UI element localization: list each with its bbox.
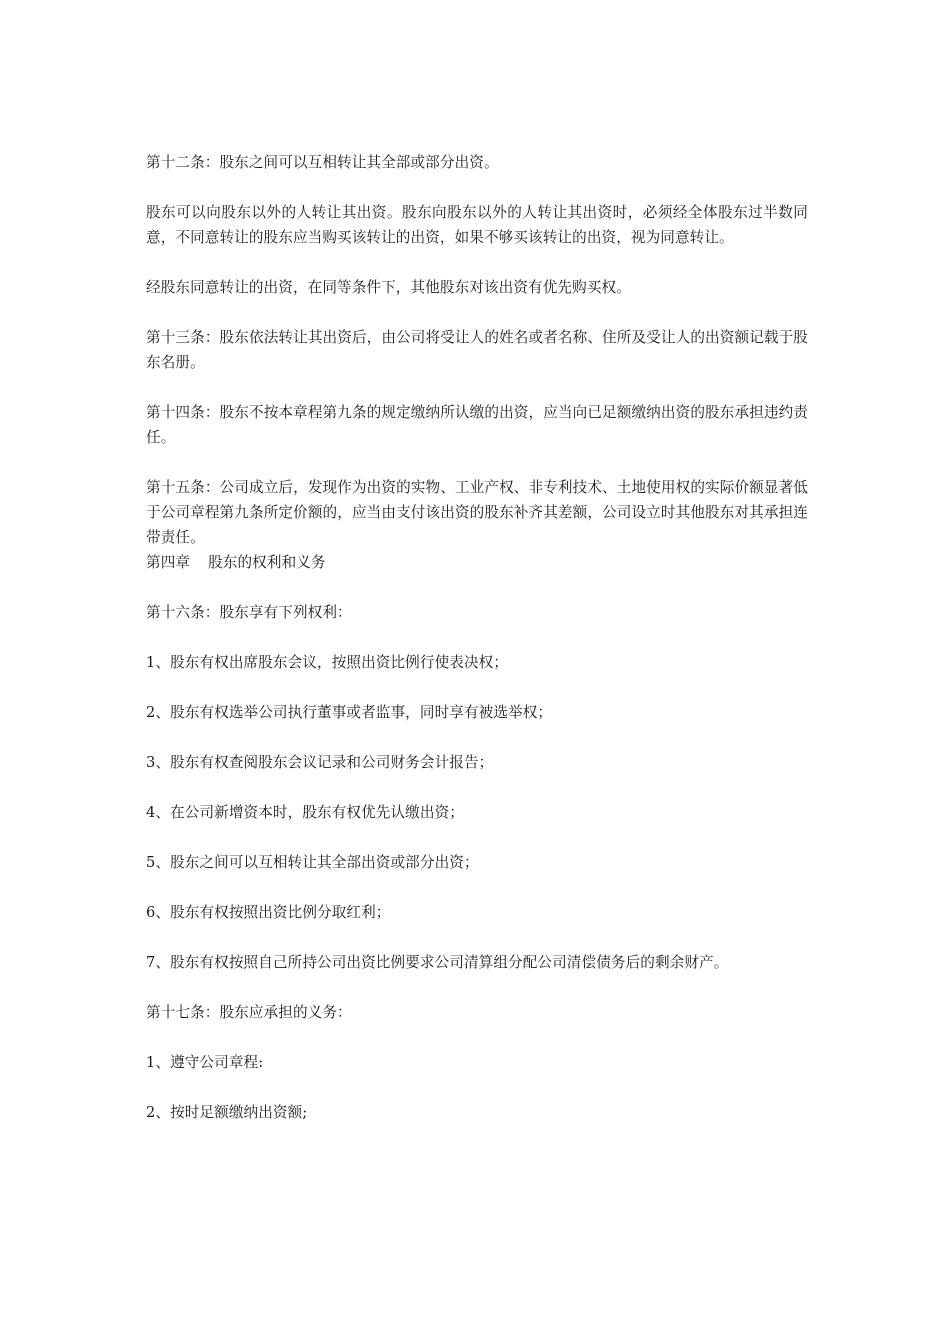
article-12-paragraph-1: 股东可以向股东以外的人转让其出资。股东向股东以外的人转让其出资时，必须经全体股东过半数同意，不同意转让的股东应当购买该转让的出资，如果不够买该转让的出资，视为同意转让。	[146, 204, 808, 246]
article-13-text: 第十三条：股东依法转让其出资后，由公司将受让人的姓名或者名称、住所及受让人的出资额记载于股东名册。	[146, 329, 808, 371]
chapter-number: 第四章	[146, 554, 191, 571]
article-12-paragraph-2: 经股东同意转让的出资，在同等条件下，其他股东对该出资有优先购买权。	[146, 279, 631, 296]
list-item: 3、股东有权查阅股东会议记录和公司财务会计报告；	[146, 754, 494, 771]
list-item: 5、股东之间可以互相转让其全部出资或部分出资；	[146, 854, 479, 871]
list-item: 7、股东有权按照自己所持公司出资比例要求公司清算组分配公司清偿债务后的剩余财产。	[146, 954, 729, 971]
article-16-heading: 第十六条：股东享有下列权利：	[146, 604, 352, 621]
chapter-name: 股东的权利和义务	[208, 554, 326, 571]
article-15-text: 第十五条：公司成立后，发现作为出资的实物、工业产权、非专利技术、土地使用权的实际价额显著低于公司章程第九条所定价额的，应当由支付该出资的股东补齐其差额，公司设立时其他股东对其承担连带责任。	[146, 479, 808, 546]
chapter-4-title	[146, 550, 808, 575]
article-12-heading: 第十二条：股东之间可以互相转让其全部或部分出资。	[146, 154, 499, 171]
list-item: 1、遵守公司章程:	[146, 1054, 264, 1071]
list-item: 2、股东有权选举公司执行董事或者监事，同时享有被选举权；	[146, 704, 553, 721]
article-14-text: 第十四条：股东不按本章程第九条的规定缴纳所认缴的出资，应当向已足额缴纳出资的股东承担违约责任。	[146, 404, 808, 446]
article-17-heading: 第十七条：股东应承担的义务：	[146, 1004, 352, 1021]
list-item: 4、在公司新增资本时，股东有权优先认缴出资；	[146, 804, 464, 821]
list-item: 1、股东有权出席股东会议，按照出资比例行使表决权；	[146, 654, 509, 671]
list-item: 6、股东有权按照出资比例分取红利；	[146, 904, 391, 921]
document-page	[146, 150, 808, 1125]
list-item: 2、按时足额缴纳出资额;	[146, 1104, 308, 1121]
